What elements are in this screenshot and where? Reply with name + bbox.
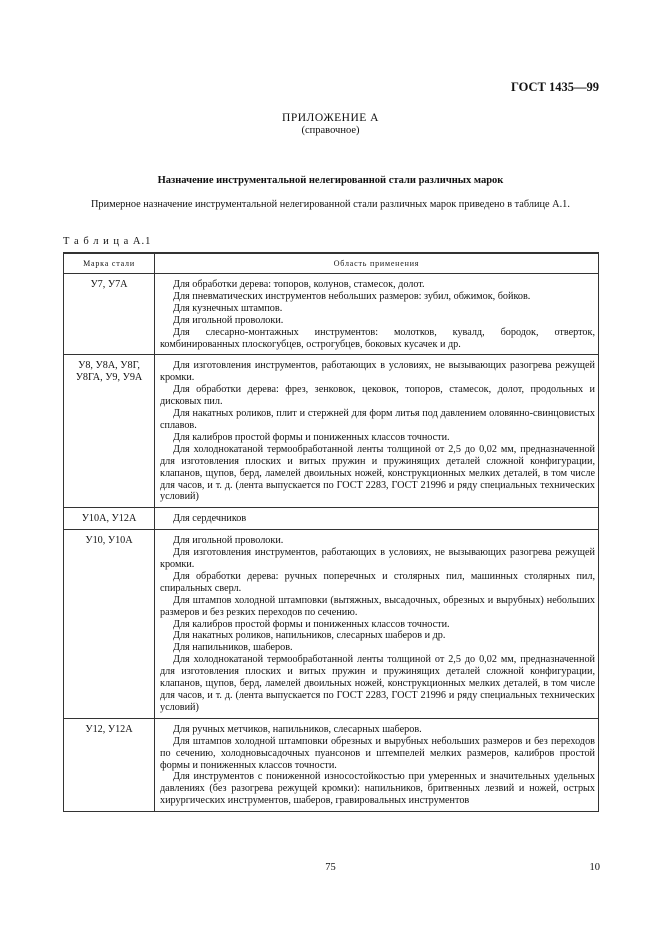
- application-line: Для накатных роликов, плит и стержней для форм литья под давлением оловянно-свинцовистых сплавов.: [160, 408, 595, 431]
- application-cell: [155, 355, 599, 508]
- sub-page-number: 10: [589, 862, 600, 873]
- application-line: Для штампов холодной штамповки обрезных и вырубных небольших размеров и без переходов по сечению, холодновысадочных пуансонов и штемпелей мелких размеров, калибров простой формы и пониженных классов точности.: [160, 735, 595, 771]
- application-line: Для калибров простой формы и пониженных классов точности.: [173, 431, 450, 443]
- application-line: Для игольной проволоки.: [173, 535, 284, 547]
- application-line: Для ручных метчиков, напильников, слесарных шаберов.: [173, 723, 422, 735]
- intro-paragraph: Примерное назначение инструментальной нелегированной стали различных марок приведено в таблице А.1.: [91, 199, 570, 210]
- application-line: Для холоднокатаной термообработанной ленты толщиной от 2,5 до 0,02 мм, предназначенной для изготовления плоских и витых пружин и пружинящих деталей сложной конфигурации, клапанов, щупов, берд, ламелей двоильных ножей, конструкционных мелких деталей, в том числе для часов, и т. д. (лента выпускается по ГОСТ 2283, ГОСТ 21996 и ряду специальных технических условий): [160, 443, 595, 503]
- application-cell: [155, 530, 599, 719]
- application-line: Для кузнечных штампов.: [173, 302, 283, 314]
- application-line: Для штампов холодной штамповки (вытяжных, высадочных, обрезных и вырубных) небольших размеров и без резких переходов по сечению.: [160, 594, 595, 618]
- page-number: 75: [325, 862, 336, 873]
- table-header-row: [64, 253, 599, 274]
- steel-grade-cell: У12, У12А: [64, 718, 155, 811]
- table-row: [64, 274, 599, 355]
- appendix-title: ПРИЛОЖЕНИЕ А: [282, 112, 379, 124]
- column-header-application: Область применения: [155, 253, 599, 274]
- application-cell: [155, 274, 599, 355]
- application-line: Для обработки дерева: ручных поперечных и столярных пил, машинных столярных пил, спиральных сверл.: [160, 570, 595, 594]
- appendix-subtitle: (справочное): [301, 125, 360, 136]
- application-line: Для пневматических инструментов небольших размеров: зубил, обжимок, бойков.: [173, 290, 531, 302]
- application-line: Для калибров простой формы и пониженных классов точности.: [173, 618, 450, 630]
- table-body: [64, 274, 599, 812]
- steel-grade-cell: У8, У8А, У8Г, У8ГА, У9, У9А: [64, 355, 155, 508]
- application-line: Для обработки дерева: фрез, зенковок, цековок, топоров, стамесок, долот, продольных и дисковых пил.: [160, 384, 595, 408]
- application-line: Для слесарно-монтажных инструментов: молотков, кувалд, бородок, отверток, комбинированных плоскогубцев, острогубцев, боковых кусачек и др.: [160, 326, 595, 350]
- steel-grade-cell: У10, У10А: [64, 530, 155, 719]
- table-label: Т а б л и ц а А.1: [63, 236, 152, 247]
- application-cell: [155, 718, 599, 811]
- steel-usage-table: [63, 252, 599, 812]
- application-line: Для инструментов с пониженной износостойкостью при умеренных и значительных удельных давлениях (без разогрева режущей кромки): напильников, бритвенных лезвий и ножей, острых хирургических инструментов, шаберов, гравировальных инструментов: [160, 771, 595, 807]
- application-cell: [155, 508, 599, 530]
- table-row: [64, 530, 599, 719]
- table-row: [64, 718, 599, 811]
- document-code: ГОСТ 1435—99: [510, 80, 599, 94]
- application-line: Для изготовления инструментов, работающих в условиях, не вызывающих разогрева режущей кромки.: [160, 360, 595, 384]
- application-line: Для игольной проволоки.: [173, 314, 284, 326]
- table-row: [64, 508, 599, 530]
- steel-grade-cell: У10А, У12А: [64, 508, 155, 530]
- steel-grade-cell: У7, У7А: [64, 274, 155, 355]
- column-header-grade: Марка стали: [64, 253, 155, 274]
- table-row: [64, 355, 599, 508]
- application-line: Для изготовления инструментов, работающих в условиях, не вызывающих разогрева режущей кромки.: [160, 547, 595, 571]
- application-line: Для напильников, шаберов.: [173, 642, 293, 654]
- application-line: Для накатных роликов, напильников, слесарных шаберов и др.: [173, 630, 446, 642]
- application-line: Для обработки дерева: топоров, колунов, стамесок, долот.: [173, 279, 425, 290]
- application-line: Для сердечников: [173, 513, 247, 525]
- section-heading: Назначение инструментальной нелегированной стали различных марок: [157, 175, 504, 186]
- application-line: Для холоднокатаной термообработанной ленты толщиной от 2,5 до 0,02 мм, предназначенной для изготовления плоских и витых пружин и пружинящих деталей сложной конфигурации, клапанов, щупов, берд, ламелей двоильных ножей, конструкционных мелких деталей, в том числе для часов, и т. д. (лента выпускается по ГОСТ 2283, ГОСТ 21996 и ряду специальных технических условий): [160, 654, 595, 713]
